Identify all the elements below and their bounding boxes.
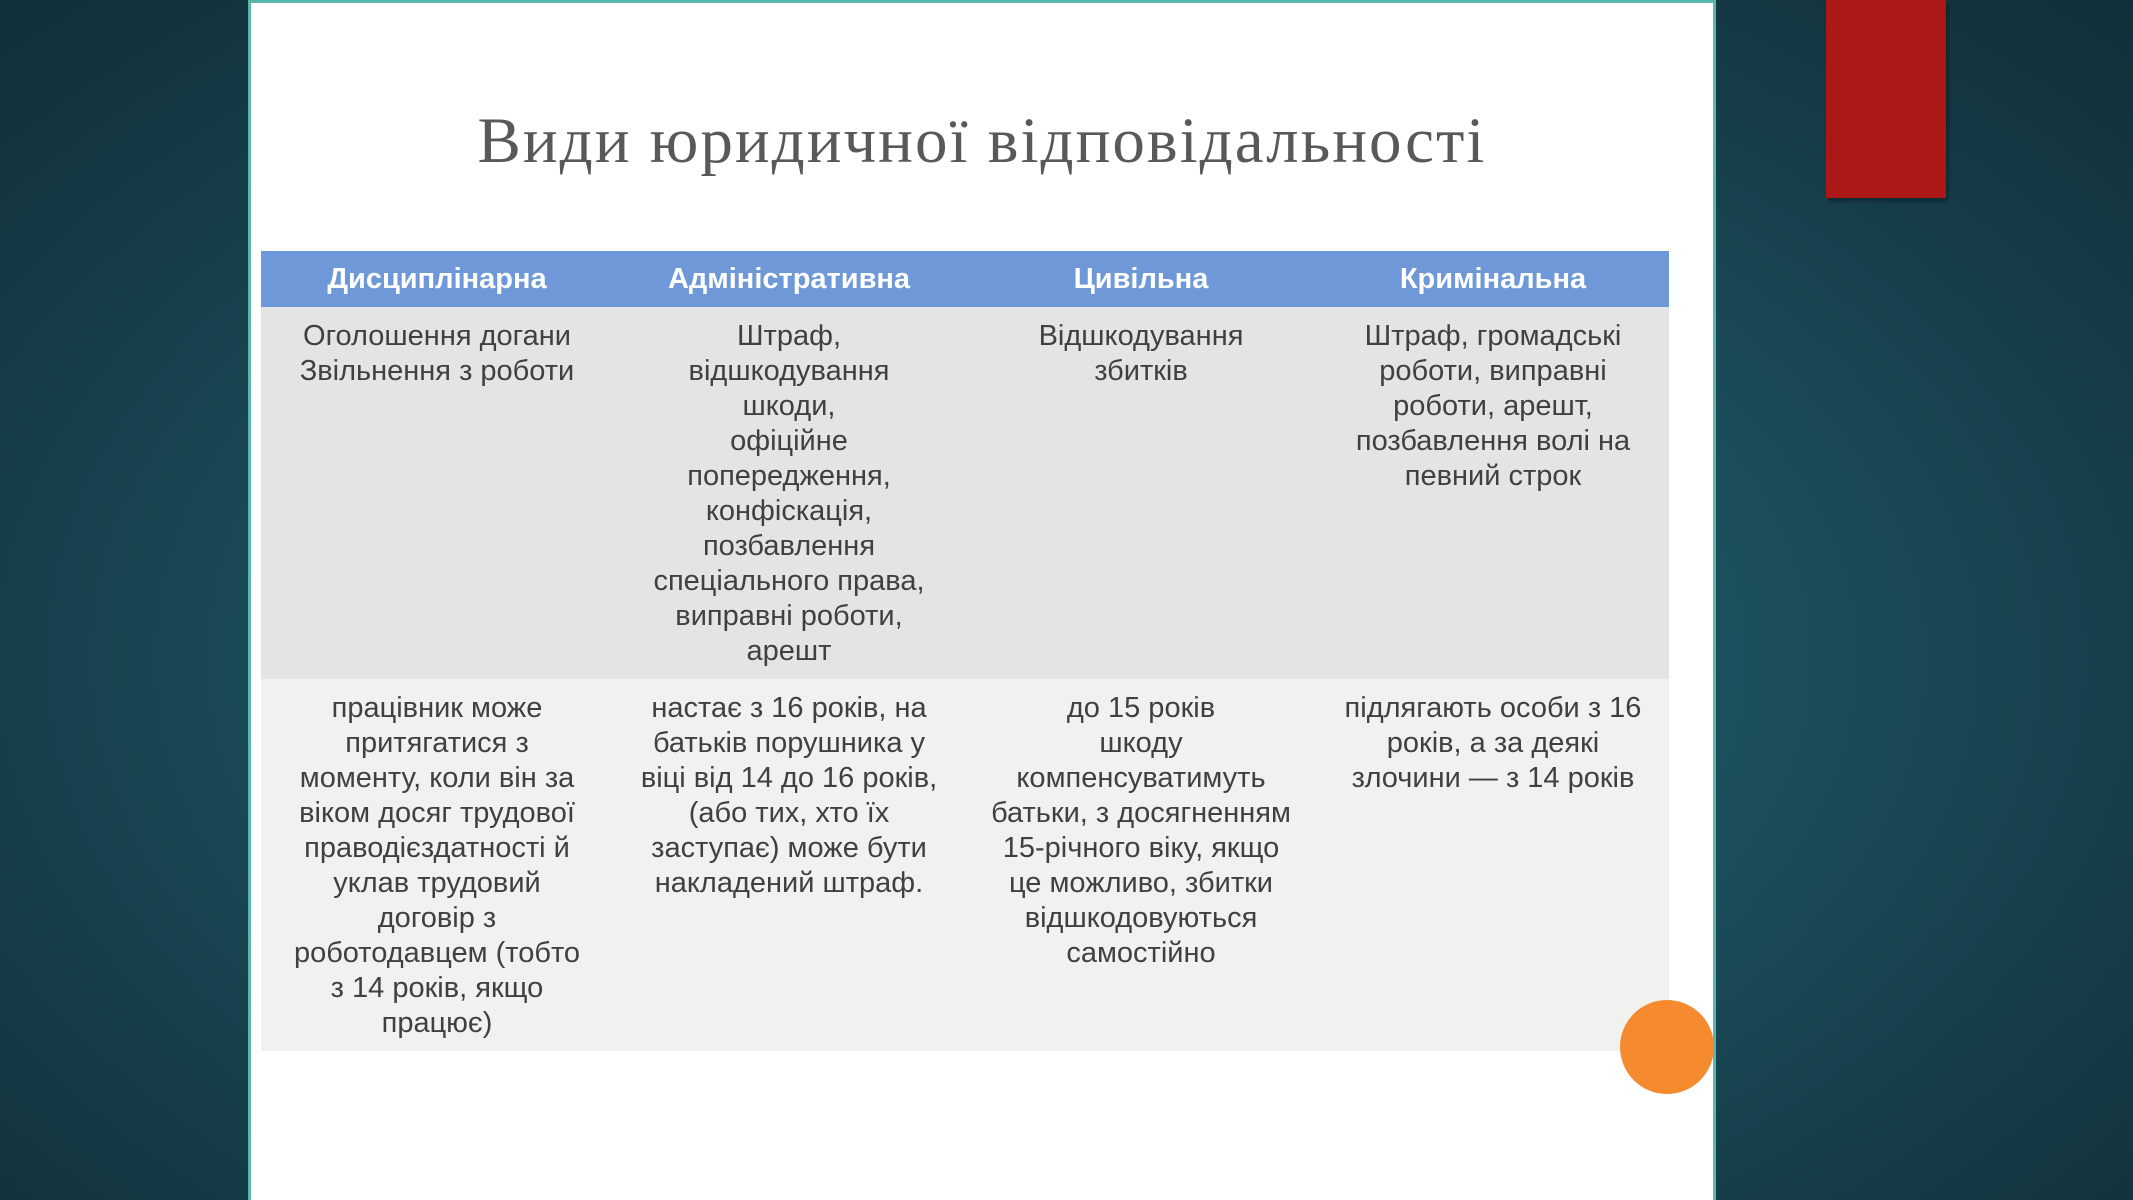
header-civil: Цивільна <box>965 251 1317 307</box>
cell-disciplinary-age: працівник може притягатися з моменту, коли він за віком досяг трудової праводієздатності й уклав трудовий договір з роботодавцем (тобто з 14 років, якщо працює) <box>261 679 613 1051</box>
cell-administrative-penalties: Штраф, відшкодування шкоди, офіційне попередження, конфіскація, позбавлення спеціального права, виправні роботи, арешт <box>613 307 965 679</box>
header-disciplinary: Дисциплінарна <box>261 251 613 307</box>
cell-criminal-age: підлягають особи з 16 років, а за деякі злочини — з 14 років <box>1317 679 1669 1051</box>
cell-civil-age: до 15 років шкоду компенсуватимуть батьки, з досягненням 15-річного віку, якщо це можливо, збитки відшкодовуються самостійно <box>965 679 1317 1051</box>
liability-types-table <box>261 251 1669 1051</box>
table-header-row <box>261 251 1669 307</box>
cell-disciplinary-penalties: Оголошення догани Звільнення з роботи <box>261 307 613 679</box>
table-row-penalties <box>261 307 1669 679</box>
table-row-age <box>261 679 1669 1051</box>
red-accent-bar <box>1826 0 1946 198</box>
orange-circle-accent <box>1620 1000 1714 1094</box>
slide-title: Види юридичної відповідальності <box>477 105 1487 177</box>
header-administrative: Адміністративна <box>613 251 965 307</box>
header-criminal: Кримінальна <box>1317 251 1669 307</box>
cell-criminal-penalties: Штраф, громадські роботи, виправні роботи, арешт, позбавлення волі на певний строк <box>1317 307 1669 679</box>
cell-administrative-age: настає з 16 років, на батьків порушника у віці від 14 до 16 років, (або тих, хто їх заступає) може бути накладений штраф. <box>613 679 965 1051</box>
cell-civil-penalties: Відшкодування збитків <box>965 307 1317 679</box>
